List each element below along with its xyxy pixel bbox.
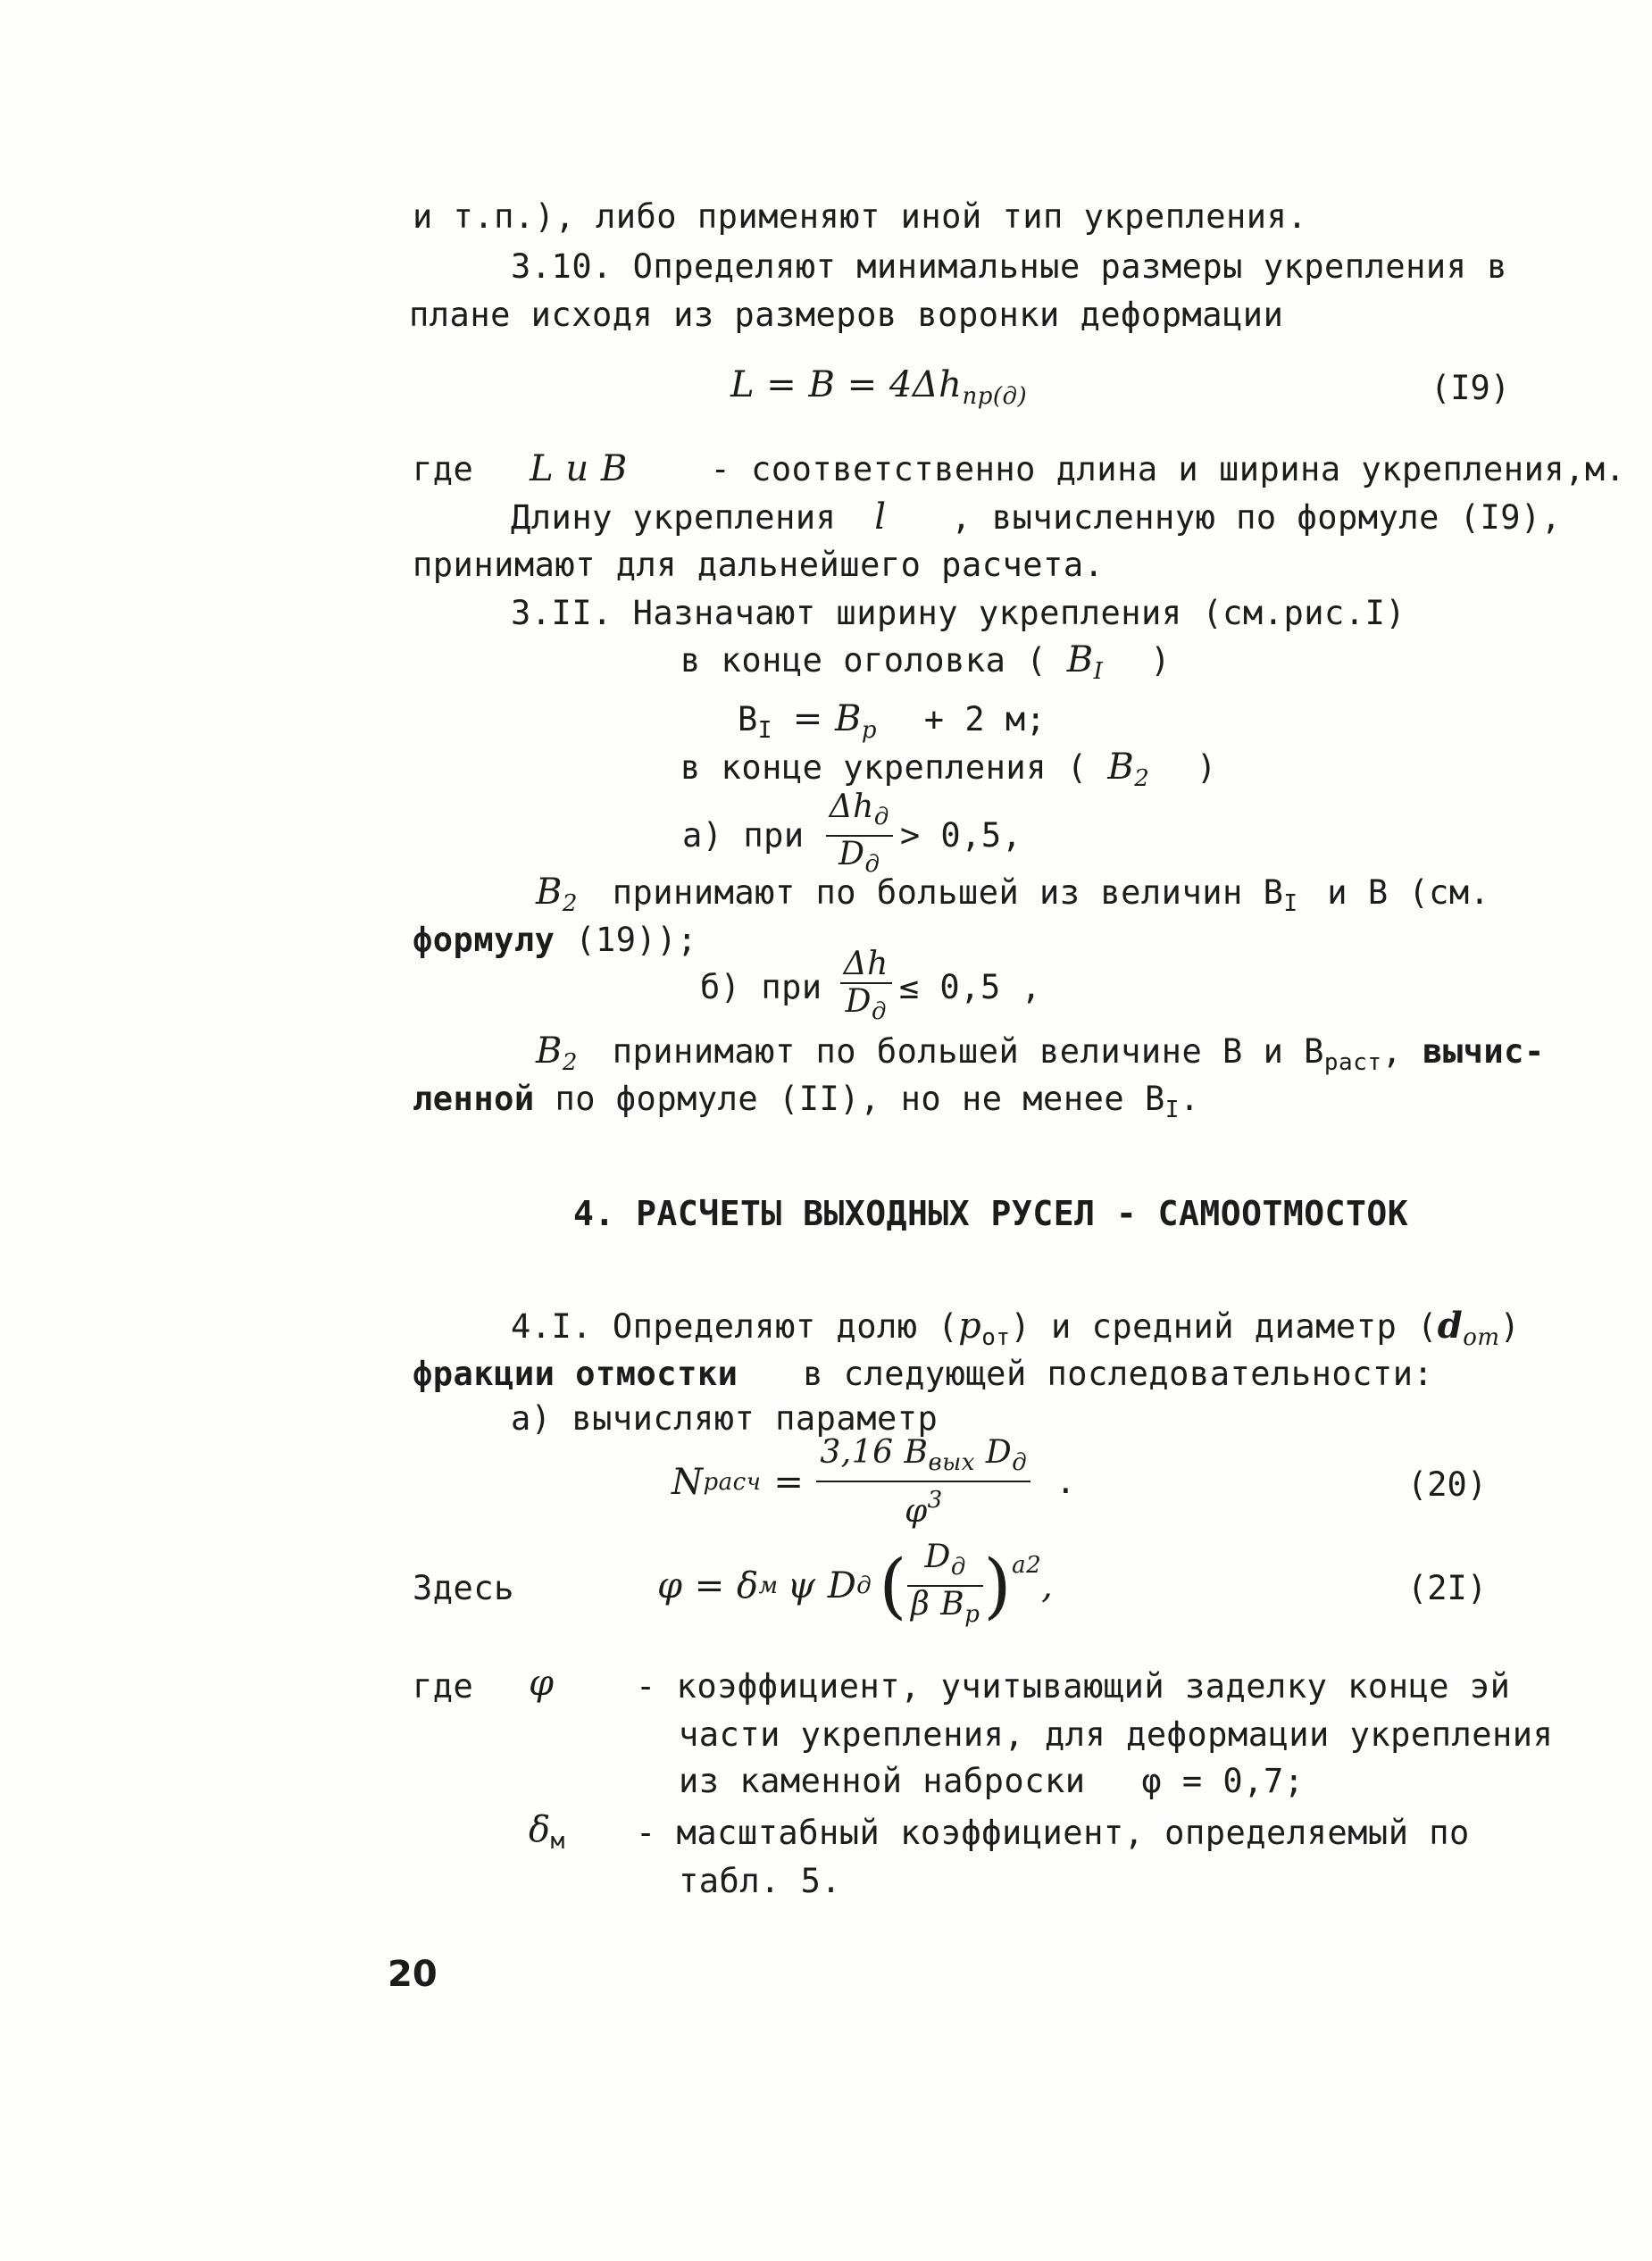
formula-subscript: пр(д) bbox=[962, 383, 1028, 410]
text-line-content: фракции отмостки bbox=[413, 1355, 738, 1393]
text-line-content: формулу bbox=[413, 921, 555, 959]
fraction bbox=[907, 1539, 983, 1632]
text-line-content: и B (см. bbox=[1327, 873, 1490, 912]
symbol-subscript: 2 bbox=[562, 890, 578, 917]
formula-mid: = B bbox=[792, 698, 862, 739]
text-line-content: принимают для дальнейшего расчета. bbox=[413, 546, 1105, 584]
text-line bbox=[636, 1666, 1510, 1707]
fraction bbox=[826, 789, 893, 882]
text-line-content: , bbox=[1381, 1032, 1403, 1071]
text-line-content: 3.II. Назначают ширину укрепления (см.рис.I) bbox=[511, 594, 1406, 632]
definition-text: части укрепления, для деформации укрепления bbox=[679, 1715, 1554, 1754]
text-line-content: а) вычисляют параметр bbox=[511, 1399, 939, 1438]
fraction-denominator bbox=[840, 984, 892, 1030]
formula-subscript: расч bbox=[703, 1469, 762, 1496]
text-line-content: ) bbox=[1499, 1307, 1521, 1346]
text-line-content: по формуле (II), но не менее B bbox=[555, 1080, 1165, 1118]
fraction-num-text: D bbox=[985, 1434, 1013, 1471]
label-here: Здесь bbox=[413, 1569, 514, 1607]
formula-dot: . bbox=[1055, 1463, 1077, 1501]
text-line bbox=[413, 1666, 473, 1707]
fraction bbox=[816, 1435, 1030, 1530]
text-line-content: ) bbox=[1150, 641, 1171, 680]
fraction-den-text: β B bbox=[910, 1586, 965, 1623]
text-line-content: плане исходя из размеров воронки деформации bbox=[409, 296, 1284, 334]
symbol: L и B bbox=[530, 448, 628, 489]
text-line bbox=[413, 196, 1307, 238]
symbol-phi bbox=[529, 1663, 555, 1705]
text-line-content: принимают по большей величине B и B bbox=[612, 1032, 1324, 1071]
text-line-content: ) bbox=[1197, 748, 1217, 787]
fraction-num-sub: д bbox=[1012, 1449, 1028, 1476]
formula-21 bbox=[657, 1532, 1053, 1639]
text-line bbox=[413, 1079, 1200, 1130]
exponent: a2 bbox=[1012, 1552, 1042, 1579]
symbol: p bbox=[958, 1306, 982, 1347]
text-line bbox=[636, 1813, 1470, 1854]
text-line bbox=[536, 872, 1490, 924]
fraction-denominator bbox=[907, 1587, 983, 1632]
text-line-content: (19)); bbox=[575, 921, 697, 959]
text-line-content: и т.п.), либо применяют иной тип укрепления. bbox=[413, 197, 1308, 236]
formula-subscript: д bbox=[856, 1573, 872, 1599]
text-line-content: 4.I. Определяют долю ( bbox=[511, 1307, 959, 1346]
text-line bbox=[536, 1030, 1545, 1083]
equation-number: (20) bbox=[1407, 1465, 1488, 1504]
text-line bbox=[413, 448, 1625, 490]
text-line bbox=[511, 593, 1406, 634]
text-line-content: в конце оголовка ( bbox=[680, 641, 1047, 680]
formula-rhs: + 2 м; bbox=[923, 700, 1047, 738]
text-line-content: > 0,5, bbox=[899, 816, 1022, 855]
text-line bbox=[413, 1354, 1433, 1395]
text-subscript: раст bbox=[1323, 1049, 1382, 1076]
text-line bbox=[679, 1715, 1553, 1756]
fraction-den-text: φ bbox=[904, 1493, 928, 1530]
text-line-content: принимают по большей из величин B bbox=[612, 873, 1284, 912]
fraction-num-text: 3,16 B bbox=[820, 1434, 929, 1471]
fraction-num-text: D bbox=[924, 1539, 951, 1575]
definition-text: - соответственно длина и ширина укрепления,м. bbox=[710, 450, 1626, 488]
text-line bbox=[413, 545, 1104, 586]
symbol-subscript: 2 bbox=[1134, 765, 1150, 792]
fraction-numerator bbox=[826, 789, 893, 837]
text-line bbox=[700, 943, 1041, 1032]
fraction bbox=[840, 947, 892, 1030]
equation-number: (I9) bbox=[1431, 369, 1511, 407]
fraction-den-sup: 3 bbox=[927, 1487, 943, 1514]
symbol: B bbox=[536, 872, 563, 913]
fraction-den-sub: д bbox=[864, 851, 880, 878]
label-where: где bbox=[413, 450, 474, 488]
text-line-content: вычис- bbox=[1423, 1032, 1545, 1071]
text-line bbox=[511, 246, 1507, 288]
text-line-content: ) и средний диаметр ( bbox=[1010, 1307, 1438, 1346]
fraction-numerator: Δh bbox=[840, 947, 892, 984]
delta-subscript: м bbox=[550, 1828, 565, 1855]
phi-symbol: φ bbox=[529, 1663, 555, 1704]
text-line bbox=[413, 920, 697, 961]
symbol: B bbox=[1107, 747, 1135, 788]
text-line bbox=[679, 1761, 1305, 1802]
text-line-content: Длину укрепления bbox=[511, 498, 837, 537]
fraction-den-sub: р bbox=[964, 1601, 980, 1628]
fraction-num-sub: д bbox=[950, 1554, 966, 1581]
definition-text: - коэффициент, учитывающий заделку конце эй bbox=[636, 1667, 1511, 1706]
fraction-denominator bbox=[816, 1482, 1030, 1530]
label-where: где bbox=[413, 1667, 474, 1706]
paren-close: ) bbox=[983, 1544, 1013, 1627]
formula-subscript: I bbox=[757, 717, 772, 744]
text-line bbox=[511, 1306, 1520, 1358]
symbol-subscript: I bbox=[1093, 658, 1104, 685]
definition-text: из каменной наброски bbox=[679, 1762, 1086, 1800]
symbol: l bbox=[874, 496, 887, 538]
symbol: B bbox=[1066, 639, 1094, 680]
equation-number: (2I) bbox=[1407, 1569, 1488, 1607]
text-line-content: а) при bbox=[682, 816, 805, 855]
text-line-content: ≤ 0,5 , bbox=[898, 968, 1042, 1006]
formula-20 bbox=[672, 1434, 1077, 1530]
text-line bbox=[413, 1568, 514, 1609]
formula-eq: = bbox=[773, 1462, 805, 1503]
symbol-delta bbox=[529, 1809, 565, 1862]
text-subscript: I bbox=[1164, 1097, 1180, 1123]
fraction-den-text: D bbox=[839, 836, 865, 872]
text-line-content: , вычисленную по формуле (I9), bbox=[951, 498, 1562, 537]
symbol-subscript: от bbox=[981, 1324, 1011, 1351]
section-heading bbox=[573, 1193, 1408, 1234]
text-line-content: . bbox=[1179, 1080, 1200, 1118]
fraction-numerator bbox=[907, 1539, 983, 1587]
text-subscript: I bbox=[1283, 890, 1298, 917]
definition-text: табл. 5. bbox=[679, 1862, 842, 1900]
text-line bbox=[682, 788, 1022, 880]
text-line-content: в следующей последовательности: bbox=[803, 1355, 1434, 1393]
fraction-den-sub: д bbox=[871, 997, 887, 1025]
formula-lhs: N bbox=[672, 1462, 704, 1503]
formula-comma: , bbox=[1041, 1565, 1054, 1606]
symbol: B bbox=[536, 1030, 563, 1072]
page-number: 20 bbox=[388, 1954, 438, 1995]
symbol-subscript: от bbox=[1463, 1324, 1500, 1351]
text-line-content: в конце укрепления ( bbox=[680, 748, 1088, 787]
text-line bbox=[679, 1861, 841, 1902]
formula-19 bbox=[730, 364, 1027, 417]
formula-lhs: φ = δ bbox=[657, 1565, 759, 1606]
fraction-num-text: Δh bbox=[829, 788, 874, 825]
formula-subscript: м bbox=[758, 1573, 779, 1599]
formula-body: L = B = 4Δh bbox=[730, 364, 963, 405]
fraction-num-sub: вых bbox=[928, 1449, 975, 1476]
text-line-content: 3.10. Определяют минимальные размеры укрепления в bbox=[511, 247, 1508, 286]
formula-lhs: B bbox=[738, 700, 758, 738]
delta-symbol: δ bbox=[529, 1809, 551, 1850]
formula-subscript: р bbox=[861, 717, 877, 744]
section-heading-text: 4. РАСЧЕТЫ ВЫХОДНЫХ РУСЕЛ - САМООТМОСТОК bbox=[573, 1194, 1409, 1233]
text-line-content: ленной bbox=[413, 1080, 535, 1118]
paren-open: ( bbox=[879, 1544, 907, 1627]
fraction-num-sub: д bbox=[873, 804, 889, 830]
text-line bbox=[511, 496, 1562, 538]
definition-value: φ = 0,7; bbox=[1141, 1762, 1305, 1800]
fraction-den-text: D bbox=[845, 982, 872, 1020]
text-line bbox=[409, 295, 1283, 336]
formula-mid: ψ D bbox=[787, 1565, 857, 1606]
text-line-content: б) при bbox=[700, 968, 822, 1006]
symbol-subscript: 2 bbox=[562, 1049, 578, 1076]
text-line bbox=[680, 639, 1171, 692]
definition-text: - масштабный коэффициент, определяемый по bbox=[636, 1814, 1470, 1852]
symbol: d bbox=[1437, 1305, 1464, 1347]
fraction-numerator bbox=[816, 1435, 1030, 1482]
formula-b1 bbox=[738, 698, 1046, 751]
